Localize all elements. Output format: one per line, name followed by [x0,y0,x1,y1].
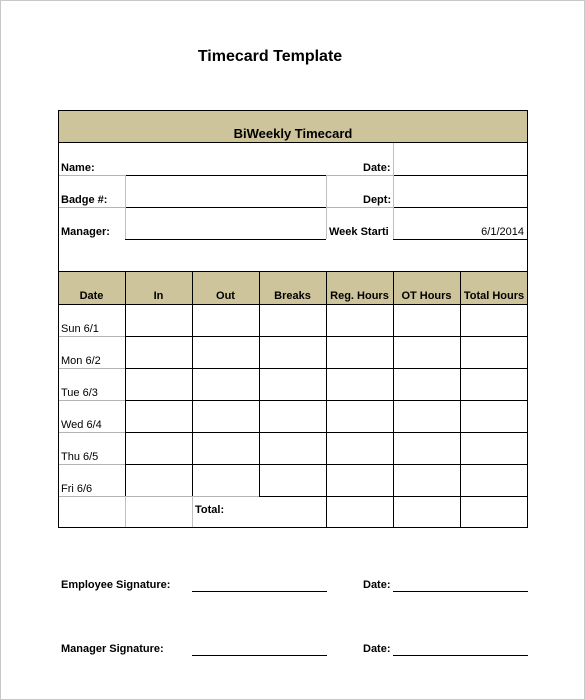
manager-date-line[interactable] [393,655,528,656]
manager-label: Manager: [61,226,110,238]
row-label-thu: Thu 6/5 [61,451,99,463]
row-label-mon: Mon 6/2 [61,355,101,367]
row-label-sun: Sun 6/1 [61,323,99,335]
timecard-form [58,110,528,528]
column-header-in: In [153,290,164,302]
column-header-breaks: Breaks [274,290,311,302]
date-label: Date: [363,162,391,174]
card-border [58,110,528,528]
page-title: Timecard Template [197,48,343,65]
employee-signature-line[interactable] [192,591,327,592]
week-starting-label: Week Starti [329,226,389,238]
total-label: Total: [195,504,225,516]
column-header-date: Date [79,290,104,302]
row-label-fri: Fri 6/6 [61,483,93,495]
week-starting-value: 6/1/2014 [481,226,524,238]
card-title: BiWeekly Timecard [233,126,353,141]
dept-label: Dept: [363,194,392,206]
manager-signature-label: Manager Signature: [61,643,164,655]
column-header-ot-hours: OT Hours [401,290,452,302]
row-label-wed: Wed 6/4 [61,419,102,431]
badge-label: Badge #: [61,194,108,206]
column-header-total-hours: Total Hours [463,290,525,302]
name-label: Name: [61,162,95,174]
column-header-reg-hours: Reg. Hours [330,290,389,302]
employee-date-line[interactable] [393,591,528,592]
employee-date-label: Date: [363,579,391,591]
employee-signature-label: Employee Signature: [61,579,171,591]
manager-date-label: Date: [363,643,391,655]
column-header-out: Out [216,290,235,302]
manager-signature-line[interactable] [192,655,327,656]
row-label-tue: Tue 6/3 [61,387,98,399]
